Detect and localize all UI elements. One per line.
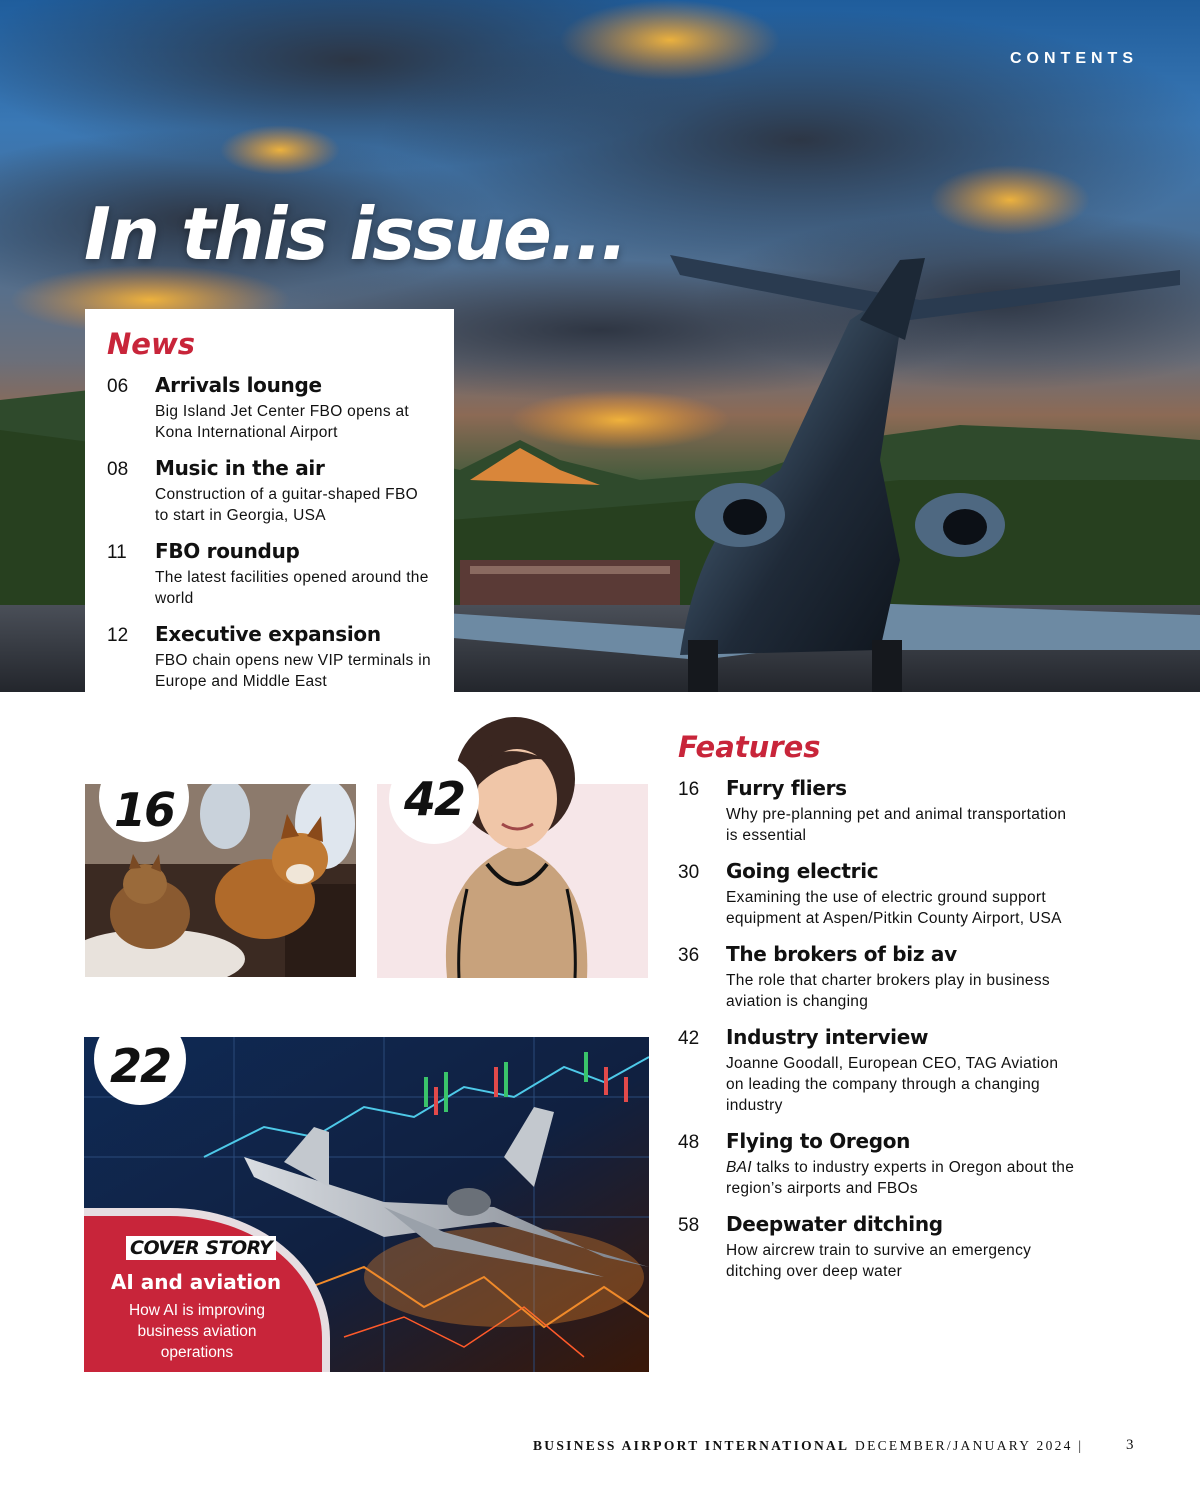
article-title: Executive expansion <box>155 622 381 646</box>
page-number: 58 <box>678 1215 700 1236</box>
article-title: Furry fliers <box>726 776 847 800</box>
interviewee-portrait <box>377 714 648 978</box>
page-number: 30 <box>678 862 700 883</box>
page-number: 11 <box>107 542 127 563</box>
page-badge: 16 <box>99 784 189 842</box>
feature-item[interactable] <box>678 776 1078 846</box>
magazine-name: BUSINESS AIRPORT INTERNATIONAL <box>533 1438 850 1453</box>
page-number: 42 <box>678 1028 700 1049</box>
page-title: In this issue... <box>84 192 626 276</box>
article-desc: The role that charter brokers play in business aviation is changing <box>726 972 1050 1010</box>
cover-story-tag: COVER STORY <box>126 1236 276 1260</box>
page-number: 12 <box>107 625 129 646</box>
issue-date: DECEMBER/JANUARY 2024 | <box>855 1438 1084 1453</box>
article-title: Flying to Oregon <box>726 1129 911 1153</box>
article-title: Industry interview <box>726 1025 929 1049</box>
article-desc: The latest facilities opened around the world <box>155 569 429 607</box>
news-item[interactable] <box>107 539 432 609</box>
news-item[interactable] <box>107 373 432 443</box>
article-desc: Joanne Goodall, European CEO, TAG Aviation on leading the company through a changing industry <box>726 1055 1059 1114</box>
page-number: 36 <box>678 945 700 966</box>
pets-thumbnail[interactable] <box>85 784 356 977</box>
news-heading: News <box>107 327 195 361</box>
article-title: Deepwater ditching <box>726 1212 943 1236</box>
news-item[interactable] <box>107 456 432 526</box>
article-desc: FBO chain opens new VIP terminals in Europe and Middle East <box>155 652 431 690</box>
article-desc <box>726 1157 1078 1199</box>
feature-item[interactable] <box>678 859 1078 929</box>
page-number: 08 <box>107 459 129 480</box>
article-desc: Construction of a guitar-shaped FBO to start in Georgia, USA <box>155 486 418 524</box>
cover-story-title: AI and aviation <box>110 1270 282 1294</box>
feature-item[interactable] <box>678 1212 1078 1282</box>
cover-story-desc: How AI is improving business aviation operations <box>128 1302 266 1361</box>
page-footer <box>533 1438 1083 1454</box>
feature-item[interactable] <box>678 1025 1078 1116</box>
page-badge: 42 <box>389 754 479 844</box>
feature-item[interactable] <box>678 1129 1078 1199</box>
page-number: 16 <box>678 779 700 800</box>
article-desc: Big Island Jet Center FBO opens at Kona International Airport <box>155 403 410 441</box>
page-number: 48 <box>678 1132 700 1153</box>
article-desc: Examining the use of electric ground support equipment at Aspen/Pitkin County Airport, USA <box>726 889 1062 927</box>
page-number-footer: 3 <box>1126 1437 1134 1453</box>
article-desc: Why pre-planning pet and animal transportation is essential <box>726 806 1067 844</box>
news-item[interactable] <box>107 622 432 692</box>
features-heading: Features <box>678 730 821 764</box>
section-label: CONTENTS <box>1010 50 1138 67</box>
page-number: 06 <box>107 376 129 397</box>
news-section <box>85 309 454 692</box>
feature-item[interactable] <box>678 942 1078 1012</box>
features-section <box>678 730 1078 1295</box>
article-desc-text: talks to industry experts in Oregon about the region’s airports and FBOs <box>726 1159 1075 1197</box>
article-title: FBO roundup <box>155 539 300 563</box>
page-badge: 22 <box>94 1037 186 1105</box>
article-title: The brokers of biz av <box>726 942 957 966</box>
article-desc: How aircrew train to survive an emergency ditching over deep water <box>726 1242 1032 1280</box>
magazine-abbrev: BAI <box>726 1159 752 1176</box>
article-title: Going electric <box>726 859 879 883</box>
interview-thumbnail[interactable] <box>377 714 648 978</box>
article-title: Arrivals lounge <box>155 373 322 397</box>
article-title: Music in the air <box>155 456 325 480</box>
